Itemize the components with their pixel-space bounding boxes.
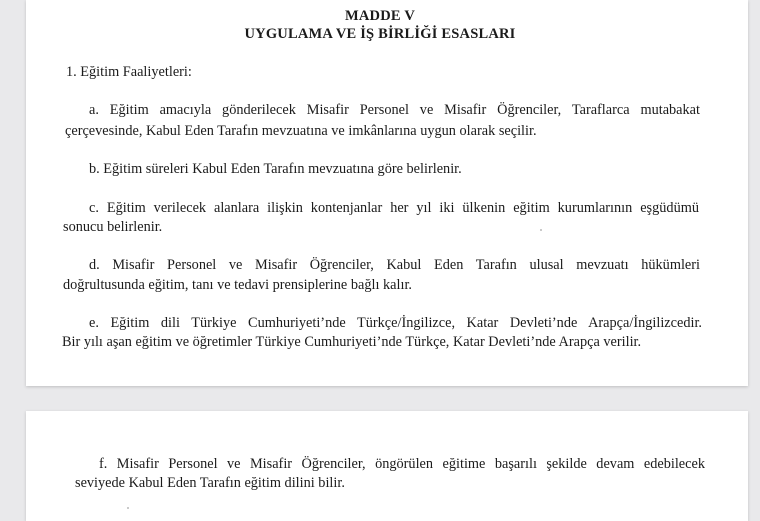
item-c-line-2: sonucu belirlenir. (63, 219, 163, 235)
article-title: UYGULAMA VE İŞ BİRLİĞİ ESASLARI (244, 26, 516, 42)
item-b-line-1: b. Eğitim süreleri Kabul Eden Tarafın mevzuatına göre belirlenir. (89, 161, 462, 177)
scan-speck (127, 507, 129, 509)
item-d-line-2: doğrultusunda eğitim, tanı ve tedavi prensiplerine bağlı kalır. (63, 277, 412, 293)
item-e-line-2: Bir yılı aşan eğitim ve öğretimler Türkiye Cumhuriyeti’nde Türkçe, Katar Devleti’nde Arapça verilir. (62, 334, 642, 350)
item-e-line-1: e. Eğitim dili Türkiye Cumhuriyeti’nde Türkçe/İngilizce, Katar Devleti’nde Arapça/İngilizcedir. (89, 315, 702, 331)
item-f-line-2: seviyede Kabul Eden Tarafın eğitim dilini bilir. (75, 475, 345, 491)
item-f-line-1: f. Misafir Personel ve Misafir Öğrenciler, öngörülen eğitime başarılı şekilde devam edebilecek (99, 456, 705, 472)
item-d-line-1: d. Misafir Personel ve Misafir Öğrenciler, Kabul Eden Tarafın ulusal mevzuatı hükümleri (89, 257, 700, 273)
scan-speck (540, 229, 542, 231)
item-a-line-2: çerçevesinde, Kabul Eden Tarafın mevzuatına ve imkânlarına uygun olarak seçilir. (65, 123, 537, 139)
section-heading: 1. Eğitim Faaliyetleri: (66, 64, 192, 80)
article-number: MADDE V (344, 8, 415, 24)
item-c-line-1: c. Eğitim verilecek alanlara ilişkin kontenjanlar her yıl iki ülkenin eğitim kurumlarının eşgüdümü (89, 200, 699, 216)
item-a-line-1: a. Eğitim amacıyla gönderilecek Misafir Personel ve Misafir Öğrenciler, Taraflarca mutabakat (89, 102, 700, 118)
